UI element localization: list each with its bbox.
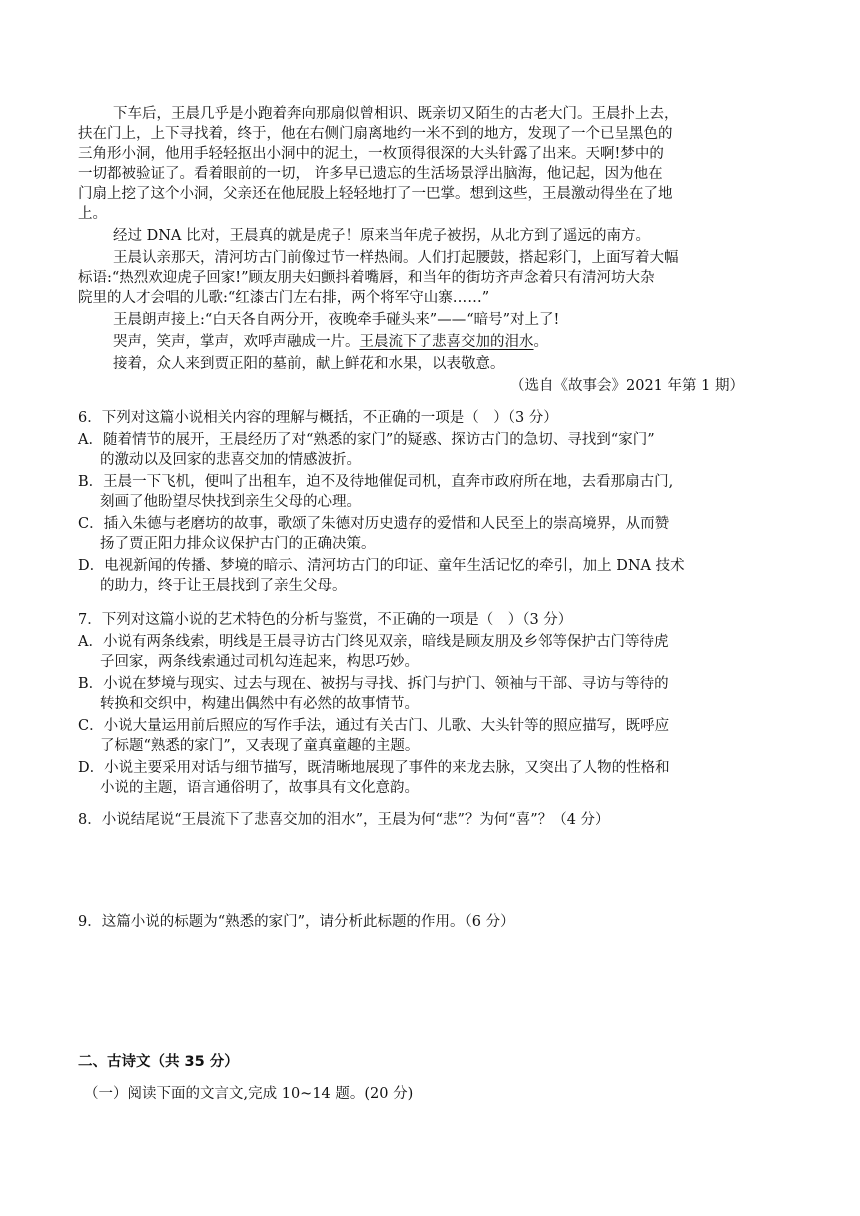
passage-p1-line-4: 一切都被验证了。看着眼前的一切， 许多早已遗忘的生活场景浮出脑海，他记起，因为他在 xyxy=(78,166,663,182)
question-6-option-b-line-2: 刻画了他盼望尽快找到亲生父母的心理。 xyxy=(100,494,361,510)
passage-p3-line-3: 院里的人才会唱的儿歌:“红漆古门左右排，两个将军守山寨……” xyxy=(78,290,490,306)
question-6-option-a-line-2: 的激动以及回家的悲喜交加的情感波折。 xyxy=(100,452,361,468)
section-2-heading: 二、古诗文（共 35 分） xyxy=(78,1054,239,1070)
question-7-option-c-line-1: C．小说大量运用前后照应的写作手法，通过有关古门、儿歌、大头针等的照应描写，既呼应 xyxy=(78,718,670,734)
passage-p5 xyxy=(113,332,548,352)
passage-p4: 王晨朗声接上:“白天各自两分开，夜晚牵手碰头来”——“暗号”对上了! xyxy=(113,312,560,328)
question-6-option-b-line-1: B．王晨一下飞机，便叫了出租车，迫不及待地催促司机，直奔市政府所在地，去看那扇古门, xyxy=(78,474,674,490)
question-7-option-a-line-2: 子回家，两条线索通过司机勾连起来，构思巧妙。 xyxy=(100,654,419,670)
question-6-option-c-line-2: 扬了贾正阳力排众议保护古门的正确决策。 xyxy=(100,536,376,552)
section-2-subheading: （一）阅读下面的文言文,完成 10~14 题。(20 分) xyxy=(84,1086,414,1102)
passage-p5-before: 哭声，笑声，掌声，欢呼声融成一片。 xyxy=(113,334,360,350)
passage-p5-underlined: 王晨流下了悲喜交加的泪水 xyxy=(359,334,534,350)
question-7-option-d-line-1: D．小说主要采用对话与细节描写，既清晰地展现了事件的来龙去脉，又突出了人物的性格和 xyxy=(78,760,670,776)
question-7-option-c-line-2: 了标题“熟悉的家门”，又表现了童真童趣的主题。 xyxy=(100,738,420,754)
question-6-stem: 6．下列对这篇小说相关内容的理解与概括，不正确的一项是（ ）（3 分） xyxy=(78,410,558,426)
passage-p1-line-2: 扶在门上，上下寻找着，终于，他在右侧门扇离地约一米不到的地方，发现了一个已呈黑色的 xyxy=(78,126,673,142)
passage-p5-after: 。 xyxy=(533,334,548,350)
question-7-option-b-line-1: B．小说在梦境与现实、过去与现在、被拐与寻找、拆门与护门、领袖与干部、寻访与等待的 xyxy=(78,676,669,692)
question-7-option-b-line-2: 转换和交织中，构建出偶然中有必然的故事情节。 xyxy=(100,696,419,712)
question-6-option-a-line-1: A．随着情节的展开，王晨经历了对“熟悉的家门”的疑惑、探访古门的急切、寻找到“家门” xyxy=(78,432,655,448)
passage-p1-line-3: 三角形小洞，他用手轻轻抠出小洞中的泥土，一枚顶得很深的大头针露了出来。天啊!梦中的 xyxy=(78,146,664,162)
question-7-option-a-line-1: A．小说有两条线索，明线是王晨寻访古门终见双亲，暗线是顾友朋及乡邻等保护古门等待虎 xyxy=(78,634,669,650)
question-6-option-d-line-1: D．电视新闻的传播、梦境的暗示、清河坊古门的印证、童年生活记忆的牵引，加上 DNA 技术 xyxy=(78,558,685,574)
question-7-stem: 7．下列对这篇小说的艺术特色的分析与鉴赏，不正确的一项是（ ）（3 分） xyxy=(78,612,573,628)
passage-p1-line-1: 下车后，王晨几乎是小跑着奔向那扇似曾相识、既亲切又陌生的古老大门。王晨扑上去， xyxy=(113,106,679,122)
passage-p1-line-6: 上。 xyxy=(78,206,107,222)
question-7-option-d-line-2: 小说的主题，语言通俗明了，故事具有文化意韵。 xyxy=(100,780,419,796)
passage-p6: 接着，众人来到贾正阳的墓前，献上鲜花和水果，以表敬意。 xyxy=(113,356,505,372)
passage-source: （选自《故事会》2021 年第 1 期） xyxy=(510,378,744,394)
question-9-stem: 9．这篇小说的标题为“熟悉的家门”，请分析此标题的作用。（6 分） xyxy=(78,914,515,930)
question-6-option-d-line-2: 的助力，终于让王晨找到了亲生父母。 xyxy=(100,578,347,594)
passage-p3-line-1: 王晨认亲那天，清河坊古门前像过节一样热闹。人们打起腰鼓，搭起彩门，上面写着大幅 xyxy=(113,250,679,266)
passage-p1-line-5: 门扇上挖了这个小洞，父亲还在他屁股上轻轻地打了一巴掌。想到这些，王晨激动得坐在了地 xyxy=(78,186,673,202)
question-8-stem: 8．小说结尾说“王晨流下了悲喜交加的泪水”，王晨为何“悲”？为何“喜”？（4 分） xyxy=(78,812,610,828)
passage-p3-line-2: 标语:“热烈欢迎虎子回家!”顾友朋夫妇颤抖着嘴唇，和当年的街坊齐声念着只有清河坊大杂 xyxy=(78,270,655,286)
question-6-option-c-line-1: C．插入朱德与老磨坊的故事，歌颂了朱德对历史遗存的爱惜和人民至上的崇高境界，从而赞 xyxy=(78,516,670,532)
passage-p2: 经过 DNA 比对，王晨真的就是虎子！原来当年虎子被拐，从北方到了遥远的南方。 xyxy=(113,228,650,244)
